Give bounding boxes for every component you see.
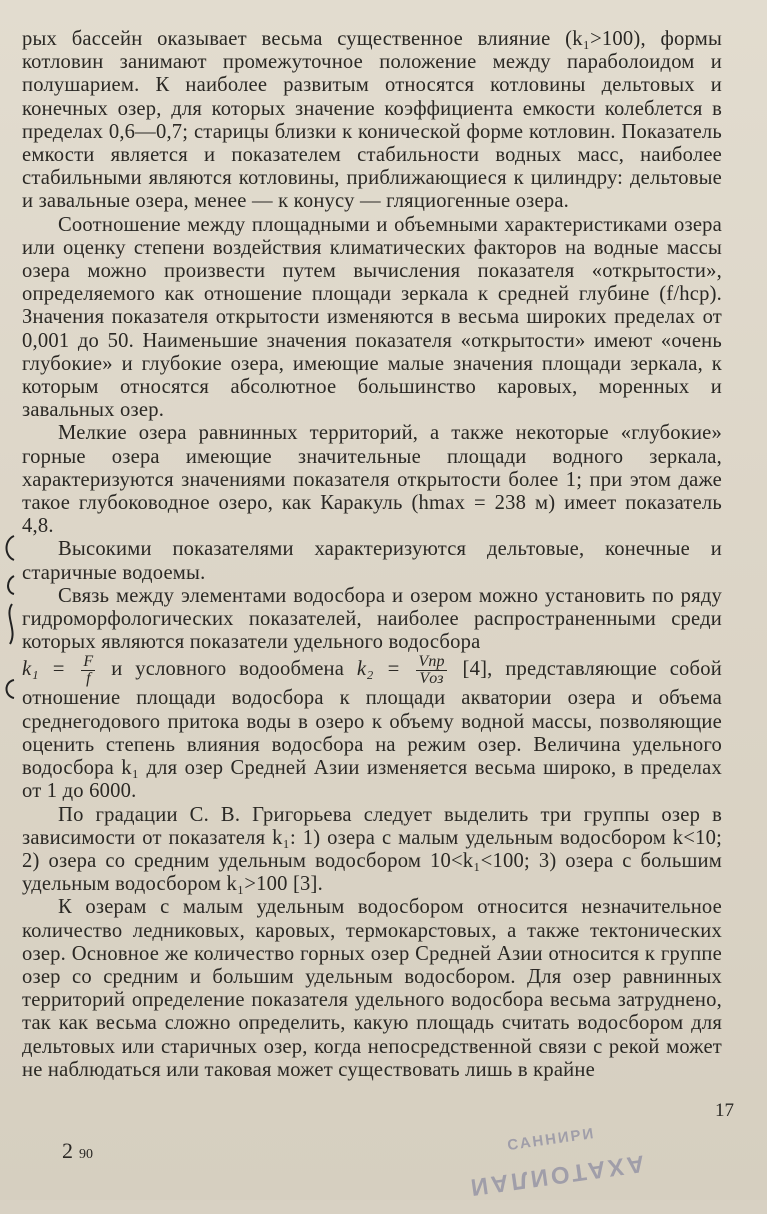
paragraph-3: Мелкие озера равнинных территорий, а также некоторые «глубокие» горные озера имеющие значительные площади водного зеркала, характеризуются значениями показателя открытости более 1; при этом даже такое глубоководное озеро, как Каракуль (hmax = 238 м) имеет показатель 4,8.: [22, 422, 722, 538]
formula-k2-fraction: [416, 654, 446, 687]
paragraph-8: К озерам с малым удельным водосбором относится незначительное количество ледниковых, каровых, термокарстовых, а также тектонических озер. Основное же количество горных озер Средней Азии относится к группе озер со средним и большим удельным водосбором. Для озер равнинных территорий определение показателя удельного водосбора весьма затруднено, так как весьма сложно определить, какую площадь считать водосбором для дельтовых или старичных озер, когда непосредственной связи с рекой может не наблюдаться или таковая может существовать лишь в крайне: [22, 896, 722, 1081]
handwritten-margin-marks: [0, 520, 30, 710]
paragraph-1: рых бассейн оказывает весьма существенное влияние (k₁>100), формы котловин занимают промежуточное положение между параболоидом и полушарием. К наиболее развитым относятся котловины дельтовых и конечных озер, для которых значение коэффициента емкости колеблется в пределах 0,6—0,7; старицы близки к конической форме котловин. Показатель емкости является и показателем стабильности водных масс, наиболее стабильными являются котловины, приближающиеся к цилиндру: дельтовые и завальные озера, менее — к конусу — гляциогенные озера.: [22, 28, 722, 213]
stamp-line-1: САННИРИ: [506, 1124, 597, 1155]
formula-k2-lhs: k₂ =: [356, 658, 401, 681]
formula-k1-fraction: [81, 654, 95, 687]
stamp-line-2: АХАТОИЛАИ: [466, 1149, 646, 1201]
formula-mid-text: и условного водообмена: [111, 658, 345, 681]
formula-line: [22, 654, 722, 803]
signature-mark: [62, 1138, 93, 1164]
formula-k1-denominator: f: [86, 670, 91, 688]
formula-reference: [4],: [462, 658, 493, 681]
signature-number: 2: [62, 1138, 73, 1163]
formula-k2-numerator: Vпр: [418, 653, 445, 671]
paragraph-5-text: Связь между элементами водосбора и озером можно установить по ряду гидроморфологических показателей, наиболее распространенными среди которых являются показатели удельного водосбора: [22, 584, 722, 654]
paragraph-6: представляющие собой отношение площади водосбора к площади акватории озера и объема среднегодового притока воды в озеро к объему водной массы, позволяющие оценить степень влияния водосбора на режим озер. Величина удельного водосбора k₁ для озер Средней Азии изменяется весьма широко, в пределах от 1 до 6000.: [22, 658, 722, 803]
paragraph-5: [22, 585, 722, 655]
signature-small: 90: [79, 1147, 93, 1162]
paragraph-2: Соотношение между площадными и объемными характеристиками озера или оценку степени воздействия климатических факторов на водные массы озера можно произвести путем вычисления показателя «открытости», определяемого как отношение площади зеркала к средней глубине (f/hср). Значения показателя открытости изменяются в весьма широких пределах от 0,001 до 50. Наименьшие значения показателя «открытости» имеют «очень глубокие» и глубокие озера, имеющие малые значения площади зеркала, к которым относятся абсолютное большинство каровых, моренных и завальных озер.: [22, 213, 722, 422]
library-stamp: [450, 1106, 669, 1214]
page-number: 17: [715, 1100, 734, 1121]
body-text: [22, 28, 722, 1082]
formula-k1-numerator: F: [83, 653, 94, 671]
paragraph-4: Высокими показателями характеризуются дельтовые, конечные и старичные водоемы.: [22, 538, 722, 584]
paragraph-7: По градации С. В. Григорьева следует выделить три группы озер в зависимости от показателя k₁: 1) озера с малым удельным водосбором k<10; 2) озера со средним удельным водосбором 10<k₁<100; 3) озера с большим удельным водосбором k₁>100 [3].: [22, 803, 722, 896]
formula-k2-denominator: Vоз: [419, 670, 444, 688]
formula-k1-lhs: k₁ =: [22, 658, 66, 681]
